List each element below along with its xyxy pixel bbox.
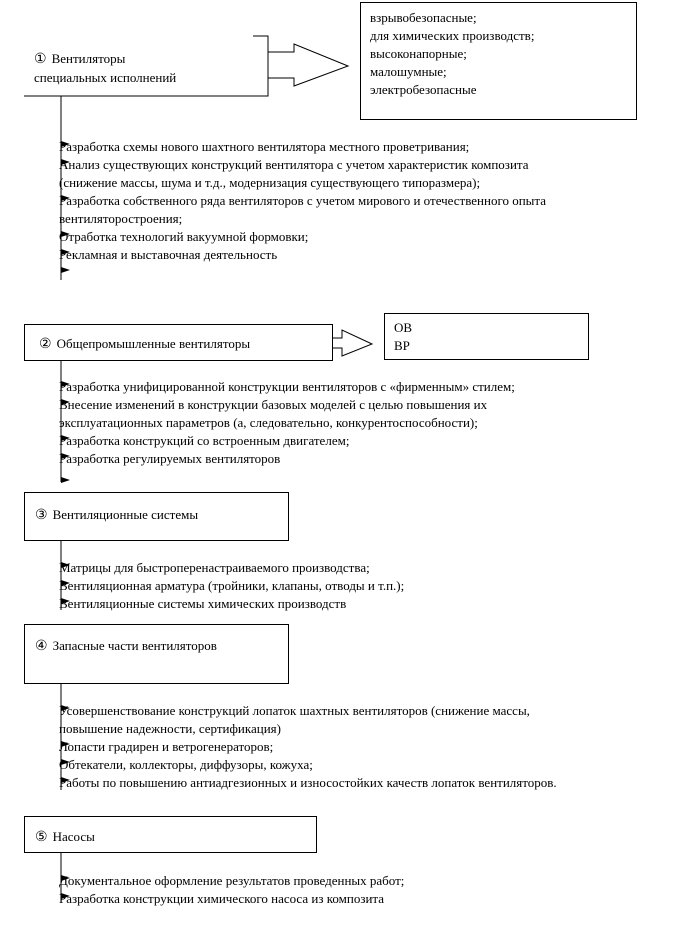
bullet-arrow: [61, 477, 70, 483]
section-2-list: [59, 378, 515, 468]
section-1-title: [34, 50, 125, 69]
callout-item: высоконапорные;: [370, 46, 467, 61]
section-1-title-line2: специальных исполнений: [34, 70, 177, 85]
list-item: Разработка схемы нового шахтного вентилятора местного проветривания;: [59, 139, 470, 154]
section-4-box: [24, 624, 289, 684]
list-item: Работы по повышению антиадгезионных и износостойких качеств лопаток вентиляторов.: [59, 775, 557, 790]
list-item: Усовершенствование конструкций лопаток шахтных вентиляторов (снижение массы,: [59, 703, 530, 718]
callout-item: ОВ: [394, 320, 413, 335]
section-2-title: [39, 335, 250, 354]
bullet-arrow: [61, 267, 70, 273]
list-item: (снижение массы, шума и т.д., модернизация существующего типоразмера);: [59, 175, 481, 190]
list-item: Документальное оформление результатов проведенных работ;: [59, 873, 405, 888]
section-3-box: [24, 492, 289, 541]
section-1-list: [59, 138, 546, 264]
section-2-number: ②: [39, 337, 52, 352]
list-item: Лопасти градирен и ветрогенераторов;: [59, 739, 274, 754]
section-3-number: ③: [35, 508, 48, 523]
list-item: Матрицы для быстроперенастраиваемого производства;: [59, 560, 370, 575]
section-1-callout-box: [360, 2, 637, 120]
callout-item: малошумные;: [370, 64, 447, 79]
section-1-title-line1: Вентиляторы: [51, 51, 126, 66]
list-item: Разработка унифицированной конструкции вентиляторов с «фирменным» стилем;: [59, 379, 515, 394]
section-1-number: ①: [34, 52, 47, 67]
callout-item: взрывобезопасные;: [370, 10, 477, 25]
list-item: Рекламная и выставочная деятельность: [59, 247, 278, 262]
section-3-title: [35, 506, 198, 525]
section-1-frame-top: [253, 36, 268, 52]
section-5-number: ⑤: [35, 830, 48, 845]
list-item: Обтекатели, коллекторы, диффузоры, кожуха;: [59, 757, 313, 772]
callout-item: для химических производств;: [370, 28, 535, 43]
section-5-title: [35, 828, 95, 847]
list-item: Разработка конструкции химического насоса из композита: [59, 891, 385, 906]
list-item: Анализ существующих конструкций вентилятора с учетом характеристик композита: [59, 157, 529, 172]
section-2-box: [24, 324, 333, 361]
list-item: эксплуатационных параметров (а, следовательно, конкурентоспособности);: [59, 415, 478, 430]
callout-item: ВР: [394, 338, 410, 353]
section-3-title-text: Вентиляционные системы: [52, 507, 199, 522]
list-item: Внесение изменений в конструкции базовых моделей с целью повышения их: [59, 397, 488, 412]
section-1-callout-list: [370, 9, 534, 99]
list-item: Вентиляционная арматура (тройники, клапаны, отводы и т.п.);: [59, 578, 405, 593]
section-2-callout-box: [384, 313, 589, 360]
list-item: Отработка технологий вакуумной формовки;: [59, 229, 309, 244]
list-item: Разработка конструкций со встроенным двигателем;: [59, 433, 350, 448]
section-5-box: [24, 816, 317, 853]
section-5-list: [59, 872, 404, 908]
section-4-title-text: Запасные части вентиляторов: [52, 638, 217, 653]
list-item: повышение надежности, сертификация): [59, 721, 281, 736]
list-item: Вентиляционные системы химических производств: [59, 596, 347, 611]
section-2-arrow: [332, 330, 372, 356]
section-3-list: [59, 559, 404, 613]
list-item: вентиляторостроения;: [59, 211, 183, 226]
section-4-number: ④: [35, 639, 48, 654]
callout-item: электробезопасные: [370, 82, 477, 97]
section-2-title-text: Общепромышленные вентиляторы: [56, 336, 251, 351]
section-1-arrow: [268, 44, 348, 86]
section-5-title-text: Насосы: [52, 829, 95, 844]
list-item: Разработка собственного ряда вентиляторов с учетом мирового и отечественного опыта: [59, 193, 547, 208]
list-item: Разработка регулируемых вентиляторов: [59, 451, 281, 466]
section-4-title: [35, 637, 217, 656]
section-4-list: [59, 702, 557, 792]
section-2-callout-list: [394, 319, 412, 355]
